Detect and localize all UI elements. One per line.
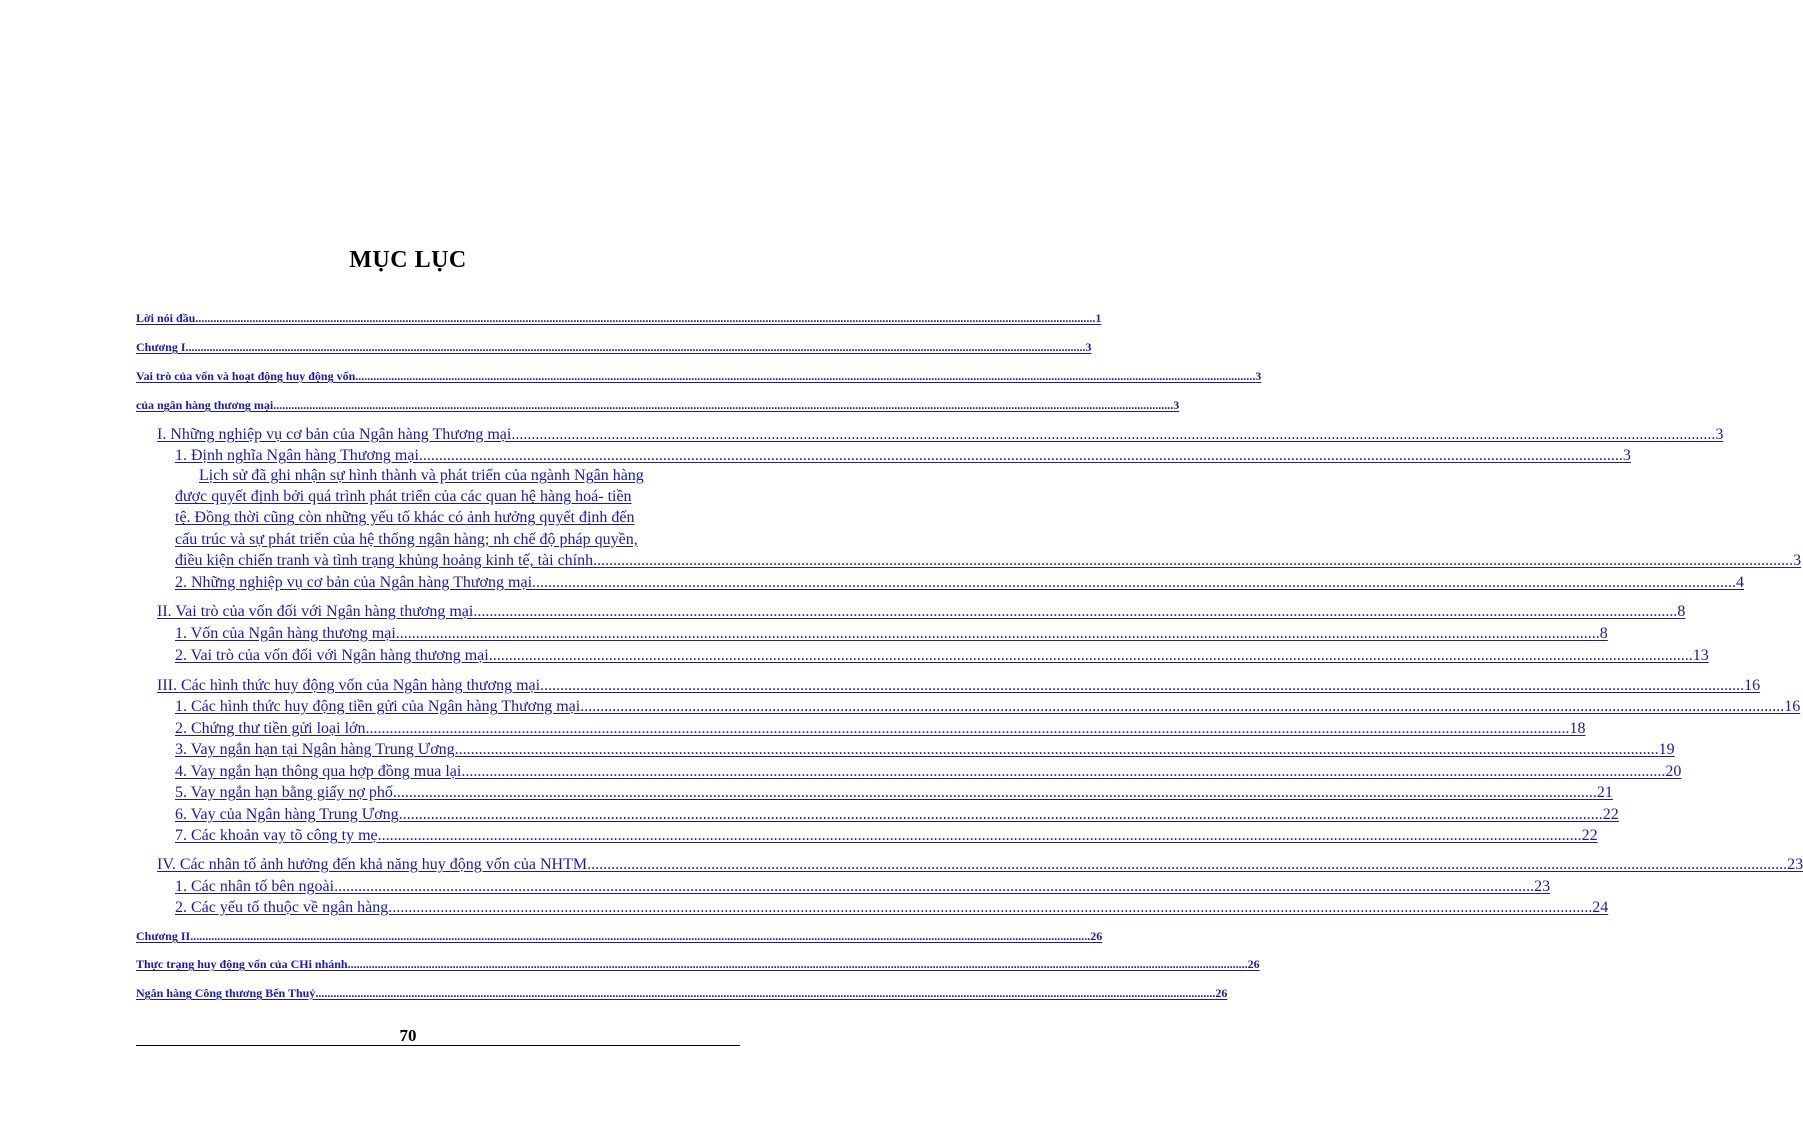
toc-link-section-2-1[interactable]: 1. Vốn của Ngân hàng thương mại. ............................................................................................................................................................................................................................................................................................................ 8: [175, 625, 1608, 642]
toc-link-section-4-1[interactable]: 1. Các nhân tố bên ngoài ............................................................................................................................................................................................................................................................................................................ 23: [175, 878, 1551, 895]
toc-link-section-3-4[interactable]: 4. Vay ngắn hạn thông qua hợp đồng mua lại. ............................................................................................................................................................................................................................................................................................................ 20: [175, 763, 1682, 780]
toc-link-chuong-2[interactable]: Chương II ............................................................................................................................................................................................................................................................................................................ 26: [136, 929, 1103, 943]
paragraph-last-line: điều kiện chiến tranh và tình trạng khủng hoảng kinh tế, tài chính ............................................................................................................................................................................................................................................................................................................ 3: [175, 551, 1802, 569]
paragraph-line: Lịch sử đã ghi nhận sự hình thành và phát triển của ngành Ngân hàng: [199, 467, 644, 484]
toc-link-vai-tro-von[interactable]: Vai trò của vốn và hoạt động huy động vốn ............................................................................................................................................................................................................................................................................................................ 3: [136, 369, 1262, 383]
toc-link-section-2-2[interactable]: 2. Vai trò của vốn đối với Ngân hàng thương mại. ............................................................................................................................................................................................................................................................................................................ 13: [175, 647, 1709, 664]
paragraph-line: cấu trúc và sự phát triển của hệ thống ngân hàng; nh chế độ pháp quyền,: [175, 530, 638, 548]
toc-link-thuc-trang[interactable]: Thực trạng huy động vốn của CHi nhánh ............................................................................................................................................................................................................................................................................................................ 26: [136, 957, 1260, 971]
toc-link-loi-noi-dau[interactable]: Lời nói đầu ............................................................................................................................................................................................................................................................................................................ 1: [136, 311, 1102, 325]
paragraph-line: tệ. Đồng thời cũng còn những yếu tố khác có ảnh hưởng quyết định đến: [175, 509, 635, 527]
toc-link-section-3[interactable]: III. Các hình thức huy động vốn của Ngân hàng thương mại. ............................................................................................................................................................................................................................................................................................................ 16: [157, 677, 1761, 694]
toc-link-section-3-5[interactable]: 5. Vay ngắn hạn bằng giấy nợ phố. ............................................................................................................................................................................................................................................................................................................ 21: [175, 784, 1613, 801]
toc-link-section-1-2[interactable]: 2. Những nghiệp vụ cơ bản của Ngân hàng Thương mại. ............................................................................................................................................................................................................................................................................................................ 4: [175, 574, 1745, 591]
toc-link-section-4[interactable]: IV. Các nhân tố ảnh hưởng đến khả năng huy động vốn của NHTM ............................................................................................................................................................................................................................................................................................................ 23: [157, 856, 1803, 873]
toc-link-section-2[interactable]: II. Vai trò của vốn đối với Ngân hàng thương mại. ............................................................................................................................................................................................................................................................................................................ 8: [157, 603, 1686, 620]
toc-link-chuong-1[interactable]: Chương I ............................................................................................................................................................................................................................................................................................................ 3: [136, 340, 1092, 354]
toc-link-section-3-7[interactable]: 7. Các khoản vay tõ công ty mẹ. ............................................................................................................................................................................................................................................................................................................ 22: [175, 827, 1598, 844]
page-title: MỤC LỤC: [349, 247, 467, 273]
toc-link-section-3-2[interactable]: 2. Chứng thư tiền gửi loại lớn. ............................................................................................................................................................................................................................................................................................................ 18: [175, 720, 1586, 737]
toc-link-ngan-hang-cong-thuong[interactable]: Ngân hàng Công thương Bến Thuỷ ............................................................................................................................................................................................................................................................................................................ 26: [136, 986, 1228, 1000]
toc-link-history-paragraph[interactable]: [175, 465, 1802, 571]
toc-link-section-1-1[interactable]: 1. Định nghĩa Ngân hàng Thương mại. ............................................................................................................................................................................................................................................................................................................ 3: [175, 447, 1631, 464]
footer-divider: [136, 1045, 740, 1046]
toc-link-section-1[interactable]: I. Những nghiệp vụ cơ bản của Ngân hàng Thương mại. ............................................................................................................................................................................................................................................................................................................ 3: [157, 426, 1724, 443]
paragraph-line: được quyết định bởi quá trình phát triển của các quan hệ hàng hoá- tiền: [175, 488, 632, 506]
toc-link-section-3-6[interactable]: 6. Vay của Ngân hàng Trung Ương. ............................................................................................................................................................................................................................................................................................................ 22: [175, 806, 1619, 823]
page-number: 70: [399, 1026, 417, 1045]
toc-link-section-3-3[interactable]: 3. Vay ngắn hạn tại Ngân hàng Trung Ương. ............................................................................................................................................................................................................................................................................................................ 19: [175, 741, 1675, 758]
toc-link-section-3-1[interactable]: 1. Các hình thức huy động tiền gửi của Ngân hàng Thương mại. ............................................................................................................................................................................................................................................................................................................ 16: [175, 698, 1801, 715]
toc-link-section-4-2[interactable]: 2. Các yếu tố thuộc về ngân hàng. ............................................................................................................................................................................................................................................................................................................ 24: [175, 899, 1609, 916]
toc-link-ngan-hang-thuong-mai[interactable]: của ngân hàng thương mại ............................................................................................................................................................................................................................................................................................................ 3: [136, 398, 1180, 412]
